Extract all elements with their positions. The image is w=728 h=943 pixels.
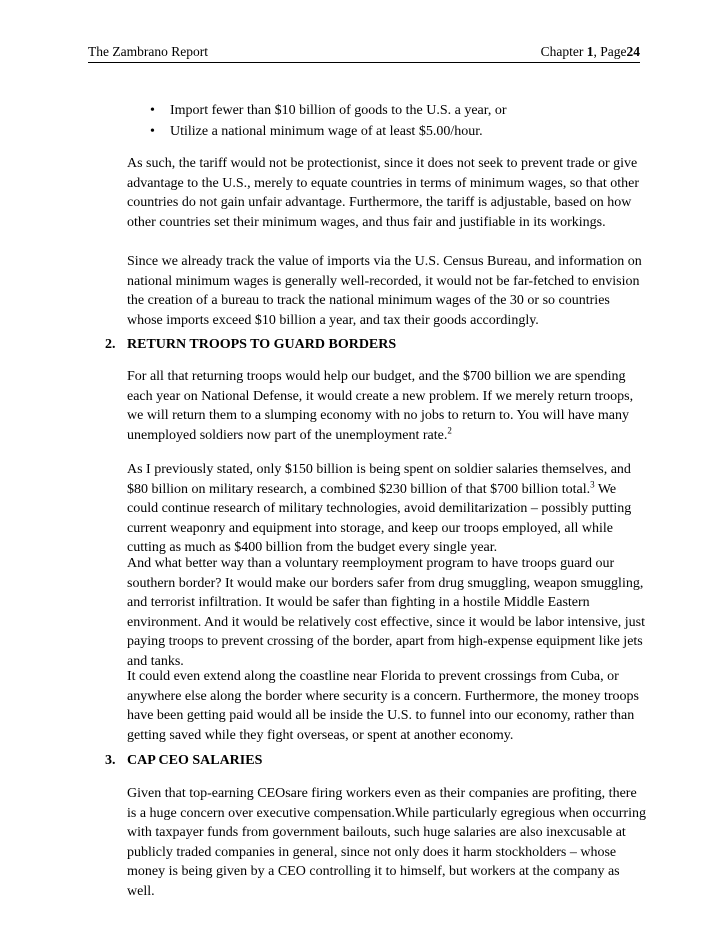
paragraph-census: Since we already track the value of imports via the U.S. Census Bureau, and information on national minimum wages is generally well-recorded, it would not be far-fetched to envision the creation of a bureau to track the national minimum wages of the 30 or so countries whose imports exceed $10 billion a year, and tax their goods accordingly. bbox=[127, 254, 642, 328]
paragraph-coastline: It could even extend along the coastline near Florida to prevent crossings from Cuba, or anywhere else along the border where security is a concern. Furthermore, the money troops have been getting paid would all be inside the U.S. to funnel into our economy, rather than getting saved while they fight overseas, or spent at another economy. bbox=[127, 669, 639, 743]
footnote-ref: 3 bbox=[590, 478, 595, 489]
section-heading-3: 3. CAP CEO SALARIES bbox=[105, 753, 263, 768]
bullet-icon: • bbox=[150, 103, 155, 118]
chapter-number: 1 bbox=[586, 44, 594, 59]
paragraph-border: And what better way than a voluntary reemployment program to have troops guard our southern border? It would make our borders safer from drug smuggling, weapon smuggling, and terrorist infiltration. It would be safer than fighting in a hostile Middle Eastern environment. And it would be relatively cost effective, since it would be labor intensive, just paying troops to prevent crossing of the border, apart from high-expense equipment like jets and tanks. bbox=[127, 556, 646, 669]
bullet-list bbox=[150, 100, 507, 142]
section-heading-2: 2. RETURN TROOPS TO GUARD BORDERS bbox=[105, 337, 397, 352]
page-number: 24 bbox=[626, 44, 640, 59]
page-header bbox=[88, 42, 640, 63]
report-title: The Zambrano Report bbox=[88, 44, 208, 59]
footnote-ref: 2 bbox=[447, 425, 452, 436]
list-item: • Import fewer than $10 billion of goods to the U.S. a year, or bbox=[150, 100, 507, 121]
bullet-icon: • bbox=[150, 124, 155, 139]
paragraph-troops: For all that returning troops would help our budget, and the $700 billion we are spending each year on National Defense, it would create a new problem. If we merely return troops, we will return them to a slumping economy with no jobs to return to. You will have many unemployed soldiers now part of the unemployment rate.$^2$ bbox=[127, 369, 634, 443]
paragraph-salaries: As I previously stated, only $150 billion is being spent on soldier salaries themselves, and $80 billion on military research, a combined $230 billion of that $700 billion total.$^3$ We could continue research of military technologies, avoid demilitarization – possibly putting current weaponry and equipment into storage, and keep our troops employed, all while cutting as much as $400 billion from the budget every single year. bbox=[127, 462, 632, 556]
paragraph-ceo: Given that top-earning CEOsare firing workers even as their companies are profiting, there is a huge concern over executive compensation.While particularly egregious when occurring with taxpayer funds from government bailouts, such huge salaries are also inexcusable at publicly traded companies in general, since not only does it harm stockholders – whose money is being given by a CEO controlling it to himself, but workers at the company as well. bbox=[127, 786, 646, 899]
paragraph-tariff: As such, the tariff would not be protectionist, since it does not seek to prevent trade or give advantage to the U.S., merely to equate countries in terms of minimum wages, so that other countries do not gain unfair advantage. Furthermore, the tariff is adjustable, based on how other countries set their minimum wages, and thus fair and justifiable in its workings. bbox=[127, 156, 640, 230]
list-item: • Utilize a national minimum wage of at least $5.00/hour. bbox=[150, 121, 507, 142]
chapter-page-label: Chapter 1, Page24 bbox=[540, 44, 640, 59]
